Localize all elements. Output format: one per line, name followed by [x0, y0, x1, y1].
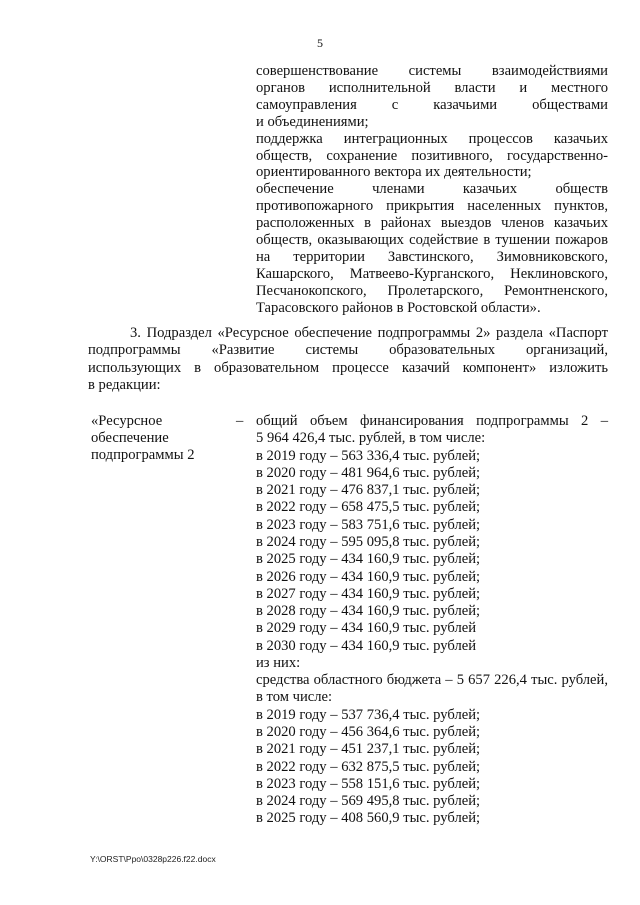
- resource-line: в 2023 году – 558 151,6 тыс. рублей;: [256, 775, 481, 792]
- resource-line: в 2025 году – 434 160,9 тыс. рублей;: [256, 551, 481, 568]
- goals-line: Кашарского, Матвеево-Курганского, Неклиновского,: [256, 265, 608, 282]
- page-number: 5: [317, 36, 323, 50]
- goals-line: обществ, оказывающих содействие в тушении пожаров: [256, 232, 608, 248]
- goals-line: ориентированного вектора их деятельности;: [256, 164, 532, 181]
- resource-line: в 2020 году – 456 364,6 тыс. рублей;: [256, 724, 481, 741]
- goals-line: самоуправления с казачьими обществами: [256, 96, 608, 113]
- goals-line: Тарасовского районов в Ростовской области».: [256, 299, 541, 316]
- resource-line: в том числе:: [256, 689, 333, 706]
- goals-line: обеспечение членами казачьих обществ: [256, 181, 608, 198]
- goals-line: поддержка интеграционных процессов казачьих: [256, 130, 608, 147]
- resource-label-line-2: обеспечение: [91, 430, 169, 446]
- resource-line: в 2026 году – 434 160,9 тыс. рублей;: [256, 568, 481, 585]
- paragraph-3-line: подпрограммы «Развитие системы образовательных организаций,: [88, 342, 608, 359]
- goals-line: противопожарного прикрытия населенных пунктов,: [256, 198, 608, 215]
- resource-line: в 2028 году – 434 160,9 тыс. рублей;: [256, 603, 481, 620]
- resource-label-line-1: «Ресурсное: [91, 413, 163, 429]
- goals-line: Песчанокопского, Пролетарского, Ремонтненского,: [256, 282, 608, 299]
- resource-line: в 2024 году – 569 495,8 тыс. рублей;: [256, 793, 481, 810]
- resource-line: в 2022 году – 658 475,5 тыс. рублей;: [256, 499, 481, 516]
- resource-line: в 2019 году – 563 336,4 тыс. рублей;: [256, 447, 481, 464]
- resource-line: в 2020 году – 481 964,6 тыс. рублей;: [256, 464, 481, 481]
- resource-line: в 2021 году – 451 237,1 тыс. рублей;: [256, 741, 481, 758]
- paragraph-3-line: 3. Подраздел «Ресурсное обеспечение подпрограммы 2» раздела «Паспорт: [130, 325, 608, 341]
- resource-line: общий объем финансирования подпрограммы 2 –: [256, 413, 608, 429]
- goals-line: обществ, сохранение позитивного, государственно-: [256, 147, 608, 164]
- resource-line: средства областного бюджета – 5 657 226,4 тыс. рублей,: [256, 672, 608, 689]
- resource-line: 5 964 426,4 тыс. рублей, в том числе:: [256, 430, 486, 447]
- resource-line: в 2023 году – 583 751,6 тыс. рублей;: [256, 516, 481, 533]
- goals-line: и объединениями;: [256, 113, 369, 130]
- resource-line: из них:: [256, 654, 301, 671]
- resource-line: в 2022 году – 632 875,5 тыс. рублей;: [256, 758, 481, 775]
- label-dash: –: [236, 413, 244, 429]
- resource-label-line-3: подпрограммы 2: [91, 447, 195, 463]
- file-path-footer: Y:\ORST\Ppo\0328p226.f22.docx: [90, 854, 216, 864]
- resource-line: в 2024 году – 595 095,8 тыс. рублей;: [256, 533, 481, 550]
- resource-line: в 2030 году – 434 160,9 тыс. рублей: [256, 637, 477, 654]
- goals-line: органов исполнительной власти и местного: [256, 79, 608, 96]
- resource-line: в 2019 году – 537 736,4 тыс. рублей;: [256, 706, 481, 723]
- resource-line: в 2027 году – 434 160,9 тыс. рублей;: [256, 585, 481, 602]
- resource-line: в 2025 году – 408 560,9 тыс. рублей;: [256, 810, 481, 827]
- goals-line: на территории Завстинского, Зимовниковского,: [256, 248, 608, 265]
- resource-line: в 2021 году – 476 837,1 тыс. рублей;: [256, 482, 481, 499]
- paragraph-3-line: использующих в образовательном процессе казачий компонент» изложить: [88, 359, 608, 376]
- goals-line: совершенствование системы взаимодействиями: [256, 63, 608, 79]
- paragraph-3-line: в редакции:: [88, 376, 161, 393]
- goals-line: расположенных в районах выездов членов казачьих: [256, 215, 608, 232]
- resource-line: в 2029 году – 434 160,9 тыс. рублей: [256, 620, 477, 637]
